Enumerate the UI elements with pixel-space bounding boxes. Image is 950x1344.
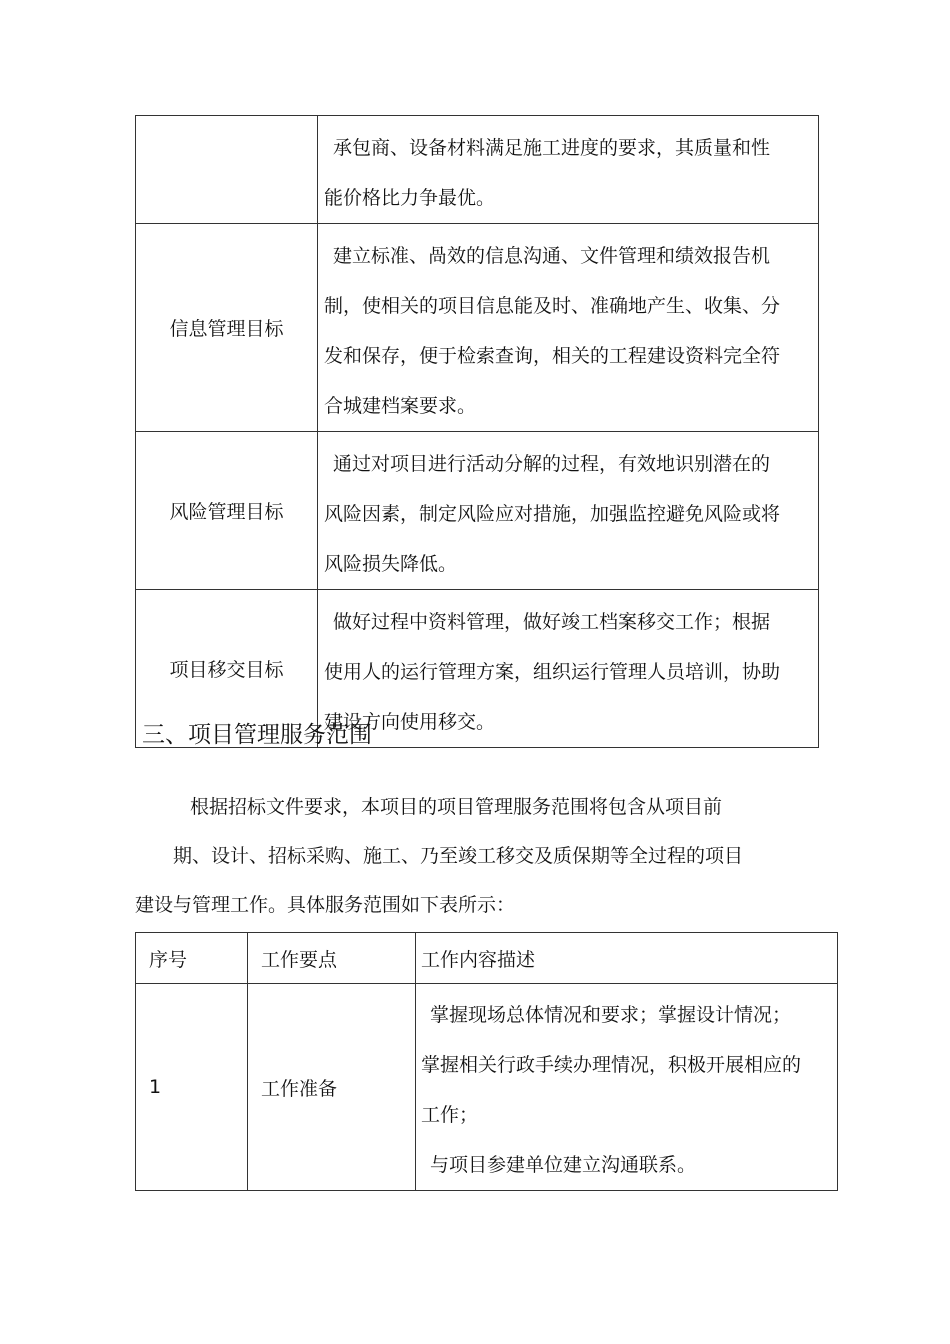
goal-description [318, 432, 818, 589]
table-header-row [136, 933, 838, 984]
header-cell-number: 序号 [136, 933, 248, 984]
header-cell-point: 工作要点 [248, 933, 416, 984]
paragraph-line: 建设与管理工作。具体服务范围如下表所示： [135, 894, 516, 916]
paragraph-line: 期、设计、招标采购、施工、乃至竣工移交及质保期等全过程的项目 [173, 845, 744, 867]
table-row [136, 116, 819, 224]
table-row [136, 432, 819, 590]
section-heading: 三、项目管理服务范围 [142, 722, 372, 748]
description-line: 发和保存，便于检索查询，相关的工程建设资料完全符 [324, 345, 781, 367]
row-description-cell [416, 984, 838, 1191]
description-line: 使用人的运行管理方案，组织运行管理人员培训，协助 [324, 661, 781, 683]
goal-description [318, 590, 818, 747]
description-line: 合城建档案要求。 [324, 395, 477, 417]
description-line: 工作； [421, 1104, 479, 1126]
description-line: 风险损失降低。 [324, 553, 458, 575]
goal-description-cell [318, 432, 819, 590]
goal-label-cell [136, 116, 318, 224]
description-line: 做好过程中资料管理，做好竣工档案移交工作；根据 [333, 611, 771, 633]
goal-description [318, 116, 818, 223]
description-line: 风险因素，制定风险应对措施，加强监控避免风险或将 [324, 503, 781, 525]
header-cell-description: 工作内容描述 [416, 933, 838, 984]
goal-description-cell [318, 590, 819, 748]
description-line: 掌握现场总体情况和要求；掌握设计情况； [430, 1004, 792, 1026]
goal-label: 信息管理目标 [169, 318, 284, 340]
table-row [136, 224, 819, 432]
description-line: 制，使相关的项目信息能及时、准确地产生、收集、分 [324, 295, 781, 317]
row-number-cell: 1 [136, 984, 248, 1191]
goal-label: 项目移交目标 [169, 659, 284, 681]
description-line: 承包商、设备材料满足施工进度的要求，其质量和性 [333, 137, 771, 159]
description-line: 建立标准、咼效的信息沟通、文件管理和绩效报告机 [333, 245, 771, 267]
goal-description-cell [318, 224, 819, 432]
table-row [136, 984, 838, 1191]
description-line: 通过对项目进行活动分解的过程，有效地识别潜在的 [333, 453, 771, 475]
goals-table [135, 115, 819, 748]
row-point-cell: 工作准备 [248, 984, 416, 1191]
description-line: 掌握相关行政手续办理情况，积极开展相应的 [421, 1054, 802, 1076]
description-line: 建设方向使用移交。 [324, 711, 496, 733]
row-description [421, 984, 837, 1190]
goal-description [318, 224, 818, 431]
goal-label: 风险管理目标 [169, 501, 284, 523]
paragraph-line: 根据招标文件要求，本项目的项目管理服务范围将包含从项目前 [190, 796, 723, 818]
description-line: 与项目参建单位建立沟通联系。 [430, 1154, 697, 1176]
goal-label-cell [136, 432, 318, 590]
scope-table [135, 932, 838, 1191]
goal-label-cell [136, 224, 318, 432]
goal-description-cell [318, 116, 819, 224]
description-line: 能价格比力争最优。 [324, 187, 496, 209]
